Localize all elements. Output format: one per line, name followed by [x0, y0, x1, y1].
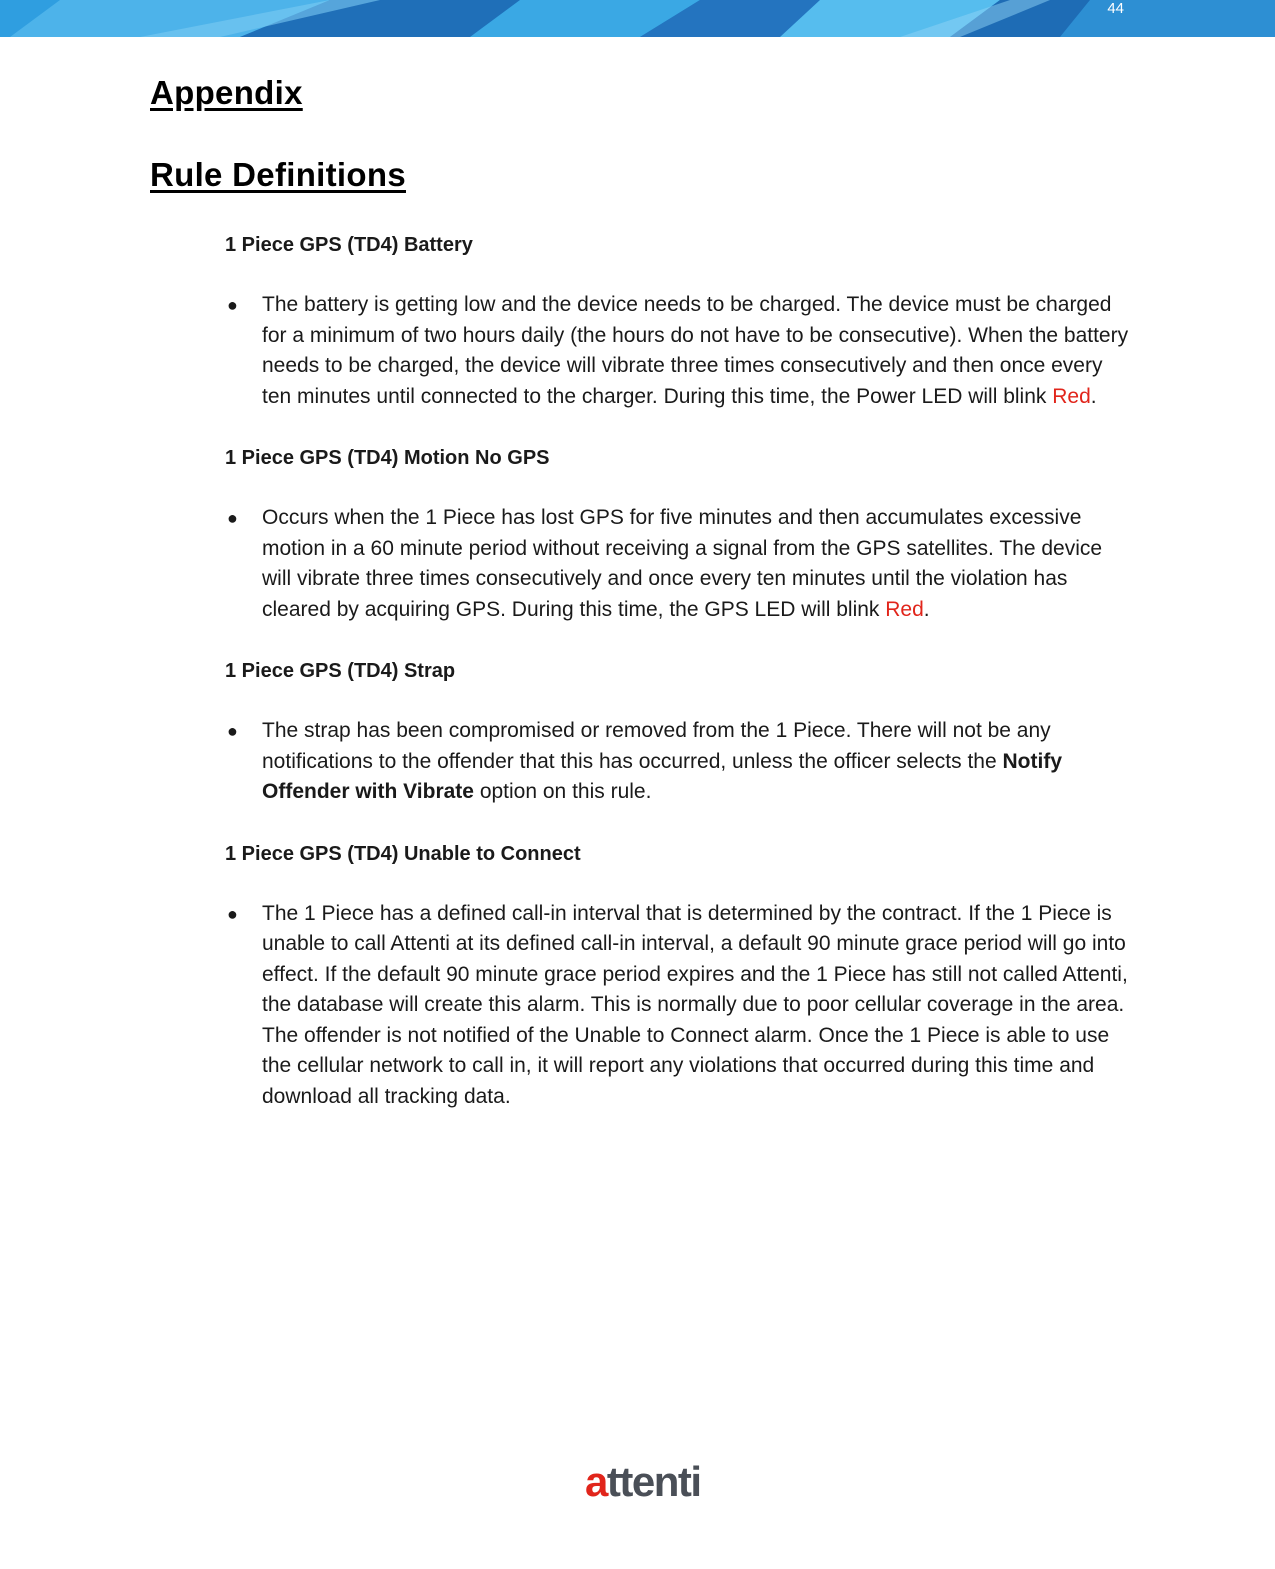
- bullet-icon: ●: [227, 903, 238, 924]
- rule-description-unable-to-connect: [225, 899, 1130, 1113]
- notify-option-label: Notify Offender with Vibrate: [262, 749, 1062, 803]
- header-banner: [0, 0, 1275, 37]
- red-led-label: Red: [885, 597, 924, 621]
- rule-definitions-list: [225, 230, 1130, 1143]
- battery-text: The battery is getting low and the device needs to be charged. The device must be charged for a minimum of two hours daily (the hours do not have to be consecutive). When the battery needs to be charged, the device will vibrate three times consecutively and then once every ten minutes until connected to the charger. During this time, the Power LED will blink: [262, 293, 1129, 408]
- rule-description-strap: [225, 716, 1130, 808]
- rule-title-motion: 1 Piece GPS (TD4) Motion No GPS: [225, 447, 550, 469]
- rule-title-battery: 1 Piece GPS (TD4) Battery: [225, 234, 473, 256]
- bullet-icon: ●: [227, 721, 238, 741]
- appendix-heading: Appendix: [150, 74, 303, 111]
- rule-definitions-heading: Rule Definitions: [150, 156, 406, 193]
- battery-tail: .: [1090, 384, 1097, 408]
- bullet-icon: ●: [227, 508, 238, 528]
- connect-text: The 1 Piece has a defined call-in interval that is determined by the contract. If the 1 Piece is unable to call Attenti at its defined call-in interval, a default 90 minute grace period will go into effect. If the default 90 minute grace period expires and the 1 Piece has still not called Attenti, the database will create this alarm. This is normally due to poor cellular coverage in the area. The offender is not notified of the Unable to Connect alarm. Once the 1 Piece is able to use the cellular network to call in, it will report any violations that occurred during this time and download all tracking data.: [262, 901, 1128, 1108]
- strap-text: The strap has been compromised or removed from the 1 Piece. There will not be any notifications to the offender that this has occurred, unless the officer selects the: [262, 719, 1051, 773]
- rule-description-motion: [225, 503, 1130, 625]
- motion-text: Occurs when the 1 Piece has lost GPS for five minutes and then accumulates excessive motion in a 60 minute period without receiving a signal from the GPS satellites. The device will vibrate three times consecutively and once every ten minutes until the violation has cleared by acquiring GPS. During this time, the GPS LED will blink: [262, 506, 1103, 621]
- rule-description-battery: [225, 290, 1130, 412]
- page-number: 44: [1107, 0, 1124, 17]
- header-banner-graphic: [0, 0, 1275, 37]
- logo-wordmark: ttenti: [606, 1458, 701, 1505]
- rule-title-strap: 1 Piece GPS (TD4) Strap: [225, 660, 456, 682]
- logo-letter-a: a: [585, 1458, 607, 1505]
- rule-title-unable-to-connect: 1 Piece GPS (TD4) Unable to Connect: [225, 842, 581, 865]
- attenti-logo: [585, 1458, 701, 1505]
- bullet-icon: ●: [227, 295, 238, 315]
- motion-tail: .: [923, 597, 930, 621]
- red-led-label: Red: [1052, 384, 1091, 408]
- strap-tail: option on this rule.: [473, 780, 652, 803]
